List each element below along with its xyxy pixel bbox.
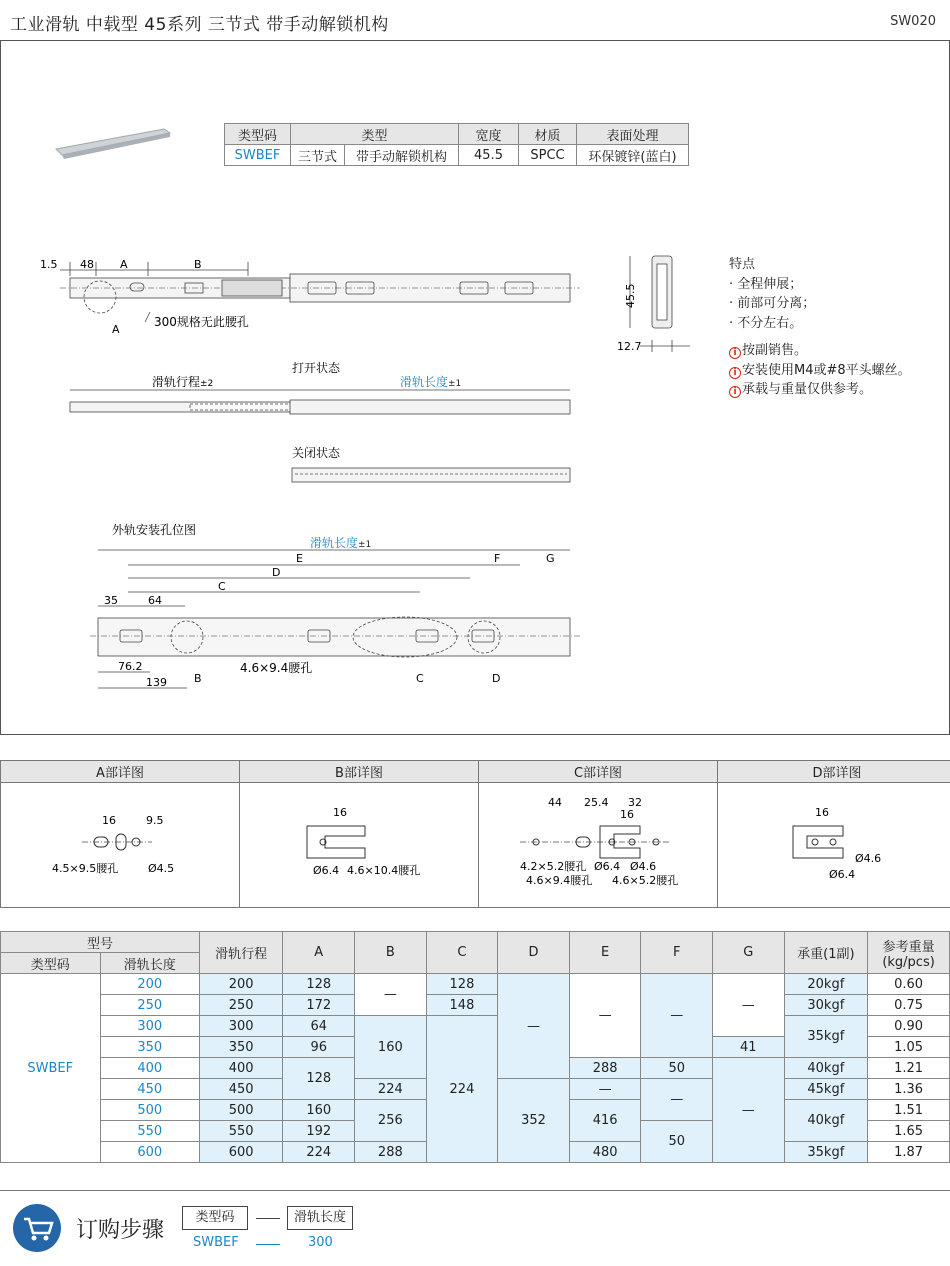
detail-b-header: B部详图 (240, 761, 479, 783)
travel-cell: 550 (199, 1121, 283, 1142)
weight-cell: 0.75 (868, 995, 950, 1016)
th-d: D (498, 932, 570, 974)
outer-dim-e: E (296, 552, 303, 565)
a-cell: 224 (283, 1142, 355, 1163)
len-cell: 450 (100, 1079, 199, 1100)
c-cell: 148 (426, 995, 498, 1016)
c-hole2: Ø4.6 (630, 860, 657, 873)
outer-length-label: 滑轨长度±1 (310, 536, 372, 550)
spec-code: SWBEF (1, 974, 101, 1163)
row-surface: 环保镀锌(蓝白) (577, 145, 689, 166)
c-dim-44: 44 (548, 796, 562, 809)
th-code: 类型码 (225, 124, 291, 145)
a-cell: 128 (283, 974, 355, 995)
weight-cell: 1.87 (868, 1142, 950, 1163)
row-width: 45.5 (459, 145, 519, 166)
detail-table (0, 760, 950, 908)
c-dim-16: 16 (620, 808, 634, 821)
th-weight: 参考重量 (kg/pcs) (868, 932, 950, 974)
a-dim-16: 16 (102, 814, 116, 827)
travel-cell: 400 (199, 1058, 283, 1079)
th-g: G (713, 932, 785, 974)
travel-cell: 450 (199, 1079, 283, 1100)
side-height: 45.5 (624, 283, 637, 308)
order-box-len: 滑轨长度 (287, 1206, 353, 1230)
th-c: C (426, 932, 498, 974)
c-waist2: 4.6×9.4腰孔 (526, 874, 593, 887)
product-code: SW020 (890, 14, 936, 29)
c-waist3: 4.6×5.2腰孔 (612, 874, 679, 887)
th-type: 类型 (291, 124, 459, 145)
len-cell: 550 (100, 1121, 199, 1142)
a-dim-9-5: 9.5 (146, 814, 164, 827)
detail-a-marker: A (112, 323, 120, 336)
weight-cell: 1.51 (868, 1100, 950, 1121)
c-dim-32: 32 (628, 796, 642, 809)
len-cell: 350 (100, 1037, 199, 1058)
travel-cell: 600 (199, 1142, 283, 1163)
weight-cell: 0.90 (868, 1016, 950, 1037)
len-cell: 300 (100, 1016, 199, 1037)
load-cell: 20kgf (784, 974, 868, 995)
outer-dim-c: C (218, 580, 226, 593)
len-cell: 200 (100, 974, 199, 995)
d-dim-16: 16 (815, 806, 829, 819)
a-waist: 4.5×9.5腰孔 (52, 862, 119, 875)
b-cell: — (355, 974, 427, 1016)
spec-table (0, 931, 950, 1163)
th-width: 宽度 (459, 124, 519, 145)
product-photo (52, 125, 172, 160)
row-type2: 带手动解锁机构 (345, 145, 459, 166)
len-cell: 600 (100, 1142, 199, 1163)
note-item: i 安装使用M4或#8平头螺丝。 (729, 361, 911, 381)
feature-item: · 前部可分离； (729, 296, 816, 311)
feature-item: · 不分左右。 (729, 315, 803, 331)
b-cell: 256 (355, 1100, 427, 1142)
c-cell: 128 (426, 974, 498, 995)
outer-rail-title: 外轨安装孔位图 (112, 523, 197, 537)
load-cell: 45kgf (784, 1079, 868, 1100)
detail-b (240, 783, 479, 908)
c-hole1: Ø6.4 (594, 860, 621, 873)
weight-cell: 1.21 (868, 1058, 950, 1079)
b-hole: Ø6.4 (313, 864, 340, 877)
info-icon: i (729, 347, 741, 359)
f-cell: 50 (641, 1121, 713, 1163)
e-cell: 416 (569, 1100, 641, 1142)
order-val-len: 300 (308, 1235, 333, 1250)
travel-cell: 300 (199, 1016, 283, 1037)
th-travel: 滑轨行程 (199, 932, 283, 974)
th-b: B (355, 932, 427, 974)
outer-dim-64: 64 (148, 594, 162, 607)
order-val-code: SWBEF (193, 1235, 239, 1250)
travel-label: 滑轨行程±2 (152, 375, 214, 389)
outer-marker-d: D (492, 672, 501, 685)
b-cell: 288 (355, 1142, 427, 1163)
d-hole1: Ø4.6 (855, 852, 882, 865)
dim-b: B (194, 258, 202, 271)
a-cell: 96 (283, 1037, 355, 1058)
c-cell: 224 (426, 1016, 498, 1163)
outer-dim-35: 35 (104, 594, 118, 607)
weight-cell: 0.60 (868, 974, 950, 995)
e-cell: 288 (569, 1058, 641, 1079)
g-cell: — (713, 974, 785, 1037)
th-e: E (569, 932, 641, 974)
a-cell: 172 (283, 995, 355, 1016)
type-table (224, 123, 689, 166)
detail-d-header: D部详图 (718, 761, 950, 783)
order-val-dash (256, 1244, 280, 1245)
order-box-code: 类型码 (182, 1206, 248, 1230)
detail-d (718, 783, 950, 908)
d-hole2: Ø6.4 (829, 868, 856, 881)
waist-hole-note: 300规格无此腰孔 (154, 315, 249, 329)
e-cell: — (569, 974, 641, 1058)
dim-1-5: 1.5 (40, 258, 58, 271)
dim-a: A (120, 258, 128, 271)
order-steps (0, 1190, 950, 1266)
weight-cell: 1.36 (868, 1079, 950, 1100)
th-code: 类型码 (1, 953, 101, 974)
th-f: F (641, 932, 713, 974)
a-hole: Ø4.5 (148, 862, 175, 875)
closed-state-label: 关闭状态 (292, 446, 341, 460)
len-cell: 500 (100, 1100, 199, 1121)
technical-drawing (0, 240, 720, 700)
load-cell: 40kgf (784, 1100, 868, 1142)
load-cell: 35kgf (784, 1142, 868, 1163)
info-icon: i (729, 367, 741, 379)
features-title: 特点 (729, 257, 756, 272)
outer-dim-g: G (546, 552, 555, 565)
a-cell: 160 (283, 1100, 355, 1121)
b-dim-16: 16 (333, 806, 347, 819)
info-icon: i (729, 386, 741, 398)
weight-cell: 1.65 (868, 1121, 950, 1142)
len-cell: 400 (100, 1058, 199, 1079)
d-cell: — (498, 974, 570, 1079)
travel-cell: 250 (199, 995, 283, 1016)
weight-cell: 1.05 (868, 1037, 950, 1058)
order-dash (256, 1218, 280, 1219)
a-cell: 128 (283, 1058, 355, 1100)
detail-c-header: C部详图 (479, 761, 718, 783)
th-surface: 表面处理 (577, 124, 689, 145)
f-cell: — (641, 1079, 713, 1121)
f-cell: 50 (641, 1058, 713, 1079)
len-cell: 250 (100, 995, 199, 1016)
note-item: i 承载与重量仅供参考。 (729, 380, 911, 400)
row-code: SWBEF (225, 145, 291, 166)
b-cell: 224 (355, 1079, 427, 1100)
b-cell: 160 (355, 1016, 427, 1079)
cart-icon (12, 1203, 62, 1253)
load-cell: 30kgf (784, 995, 868, 1016)
outer-dim-d: D (272, 566, 281, 579)
d-cell: 352 (498, 1079, 570, 1163)
features-block (729, 255, 911, 400)
th-material: 材质 (519, 124, 577, 145)
detail-c (479, 783, 718, 908)
row-material: SPCC (519, 145, 577, 166)
outer-dim-f: F (494, 552, 501, 565)
th-len: 滑轨长度 (100, 953, 199, 974)
a-cell: 192 (283, 1121, 355, 1142)
side-width: 12.7 (617, 340, 642, 353)
th-load: 承重(1副) (784, 932, 868, 974)
feature-item: · 全程伸展； (729, 276, 803, 292)
th-model: 型号 (1, 932, 200, 953)
travel-cell: 500 (199, 1100, 283, 1121)
travel-cell: 200 (199, 974, 283, 995)
row-type1: 三节式 (291, 145, 345, 166)
dim-48: 48 (80, 258, 94, 271)
load-cell: 40kgf (784, 1058, 868, 1079)
g-cell: 41 (713, 1037, 785, 1058)
th-a: A (283, 932, 355, 974)
outer-dim-76: 76.2 (118, 660, 143, 673)
note-item: i 按副销售。 (729, 341, 911, 361)
outer-hole-note: 4.6×9.4腰孔 (240, 661, 313, 675)
e-cell: 480 (569, 1142, 641, 1163)
outer-dim-139: 139 (146, 676, 167, 689)
order-title: 订购步骤 (76, 1218, 165, 1243)
c-waist1: 4.2×5.2腰孔 (520, 860, 587, 873)
outer-marker-b: B (194, 672, 202, 685)
travel-cell: 350 (199, 1037, 283, 1058)
detail-a (1, 783, 240, 908)
length-label: 滑轨长度±1 (400, 375, 462, 389)
a-cell: 64 (283, 1016, 355, 1037)
detail-a-header: A部详图 (1, 761, 240, 783)
b-waist: 4.6×10.4腰孔 (347, 864, 421, 877)
load-cell: 35kgf (784, 1016, 868, 1058)
outer-marker-c: C (416, 672, 424, 685)
f-cell: — (641, 974, 713, 1058)
e-cell: — (569, 1079, 641, 1100)
page-title: 工业滑轨 中载型 45系列 三节式 带手动解锁机构 (10, 15, 389, 35)
open-state-label: 打开状态 (292, 361, 341, 375)
c-dim-25: 25.4 (584, 796, 609, 809)
g-cell: — (713, 1058, 785, 1163)
